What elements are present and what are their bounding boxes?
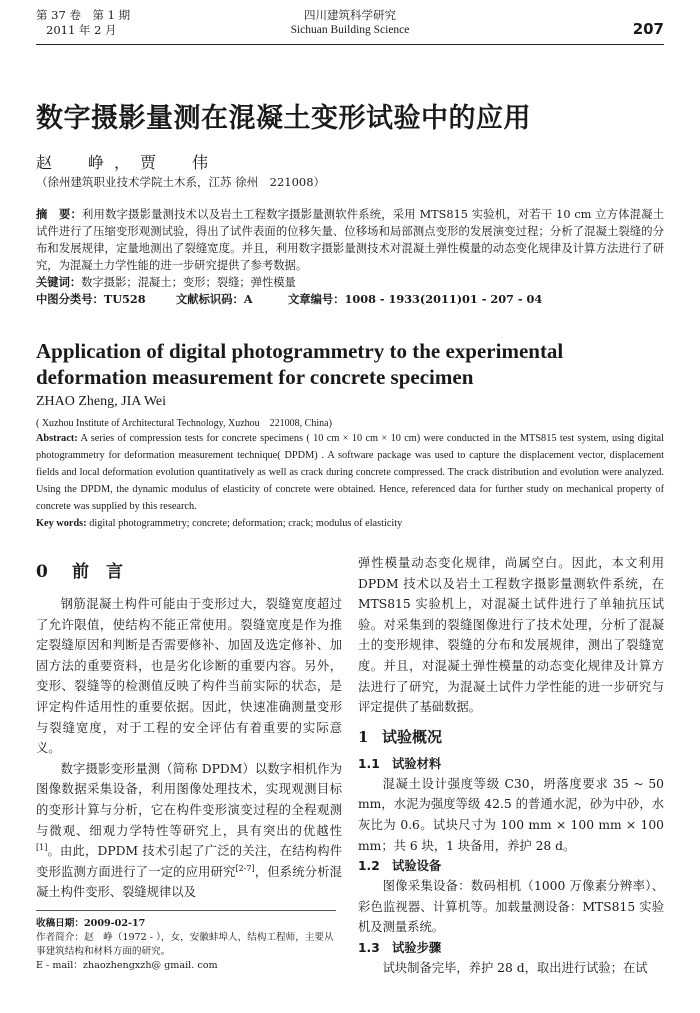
volume-issue: 第 37 卷 第 1 期 xyxy=(36,8,131,22)
running-header xyxy=(36,8,664,45)
abstract-en-text: A series of compression tests for concrete specimens ( 10 cm × 10 cm × 10 cm) were conducted in the MTS815 test system, using digital photogrammetry for deformation measurement technique( DPDM) . A software package was used to capture the displacement vector, displacement fields and local deformation evolution quantitatively as well as crack during concrete compressed. The crack distribution and evolution were analyzed. Using the DPDM, the dynamic modulus of elasticity of concrete were obtained. Hence, referenced data for further study on mechanical property of concrete was supplied by this research. xyxy=(36,433,664,512)
section-1-heading xyxy=(358,726,664,748)
citation-1: [1] xyxy=(36,843,48,853)
equipment-paragraph: 图像采集设备：数码相机（1000 万像素分辨率）、彩色监视器、计算机等。加载量测设备：MTS815 实验机及测量系统。 xyxy=(358,879,664,935)
paper-title-en: Application of digital photogrammetry to the experimental deformation measurement for concrete specimen xyxy=(36,339,564,389)
subsection-1-2-heading xyxy=(358,856,664,876)
journal-name xyxy=(36,8,664,38)
author-bio: 作者简介：赵 峥（1972 - ），女，安徽蚌埠人，结构工程师，主要从事建筑结构和材料方面的研究。 xyxy=(36,932,334,957)
received-date: 收稿日期：2009-02-17 xyxy=(36,918,146,929)
keywords-en-text: digital photogrammetry; concrete; deformation; crack; modulus of elasticity xyxy=(86,518,403,529)
abstract-cn xyxy=(36,206,664,274)
intro-paragraph-3: 弹性模量动态变化规律，尚属空白。因此，本文利用 DPDM 技术以及岩土工程数字摄影量测软件系统，在 MTS815 实验机上，对混凝土试件进行了单轴抗压试验。对采集到的裂缝图像进行了技术处理，分析了混凝土的变形规律、裂缝的分布和发展规律，测出了裂缝宽度。并且，对混凝土弹性模量的动态变化规律及计算方法进行了研究，为混凝土试件力学性能的进一步研究与评定提供了基础数据。 xyxy=(358,556,664,715)
document-code: 文献标识码：A xyxy=(176,292,253,306)
section-1-number: 1 xyxy=(358,727,369,746)
issue-date: 2011 年 2 月 xyxy=(46,23,117,37)
authors-en: ZHAO Zheng, JIA Wei xyxy=(36,394,167,409)
left-column xyxy=(36,560,342,903)
subsection-1-2-number: 1.2 xyxy=(358,859,380,874)
materials-paragraph: 混凝土设计强度等级 C30，坍落度要求 35 ~ 50 mm，水泥为强度等级 42.5 的普通水泥，砂为中砂，水灰比为 0.6。试块尺寸为 100 mm × 100 mm × 100 mm；共 6 块，1 块备用，养护 28 d。 xyxy=(358,776,664,853)
abstract-cn-label: 摘 要： xyxy=(36,207,83,221)
article-number: 文章编号：1008 - 1933(2011)01 - 207 - 04 xyxy=(288,292,543,306)
keywords-cn-text: 数字摄影；混凝土；变形；裂缝；弹性模量 xyxy=(81,276,296,289)
journal-name-cn: 四川建筑科学研究 xyxy=(304,8,396,22)
keywords-en xyxy=(36,518,402,529)
intro-p2-part-b: 。由此，DPDM 技术引起了广泛的关注，在结构构件变形监测方面进行了一定的应用研究 xyxy=(36,844,342,879)
intro-p2-part-a: 数字摄影变形量测（简称 DPDM）以数字相机作为图像数据采集设备，利用图像处理技术，实现观测目标的变形计算与分析，它在构件变形演变过程的全程观测与微观、细观力学特性等研究上，具有突出的优越性 xyxy=(36,761,342,838)
subsection-1-3-title: 试验步骤 xyxy=(392,940,442,955)
intro-paragraph-2 xyxy=(36,759,342,903)
classification-line xyxy=(36,291,542,307)
subsection-1-1-number: 1.1 xyxy=(358,756,380,771)
subsection-1-1-heading xyxy=(358,754,664,774)
abstract-en-label: Abstract: xyxy=(36,433,78,444)
page-number: 207 xyxy=(632,20,664,38)
right-column xyxy=(358,553,664,979)
keywords-cn xyxy=(36,274,664,291)
subsection-1-3-number: 1.3 xyxy=(358,940,380,955)
footnote xyxy=(36,910,336,973)
abstract-cn-text: 利用数字摄影量测技术以及岩土工程数字摄影量测软件系统，采用 MTS815 实验机，对若干 10 cm 立方体混凝土试件进行了压缩变形观测试验，得出了试件表面的位移矢量、位移场和局部测点变形的发展演变过程；分析了混凝土裂缝的分布和发展规律，定量地测出了裂缝宽度。并且，利用数字摄影量测技术对混凝土弹性模量的动态变化规律及计算方法进行了研究，为混凝土力学性能的进一步研究提供了参考数据。 xyxy=(36,208,664,272)
subsection-1-2-title: 试验设备 xyxy=(392,859,442,874)
affiliation-cn: （徐州建筑职业技术学院土木系，江苏 徐州 221008） xyxy=(36,175,326,189)
section-1-title: 试验概况 xyxy=(382,727,443,746)
citation-2-7: [2-7] xyxy=(235,863,255,873)
authors-cn: 赵 峥，贾 伟 xyxy=(36,153,219,172)
keywords-en-label: Key words: xyxy=(36,518,87,529)
clc-number: 中图分类号：TU528 xyxy=(36,292,146,306)
section-0-heading xyxy=(36,560,342,584)
intro-p2-part-c: ，但系统分析混凝土构件变形、裂缝规律以及 xyxy=(36,864,342,900)
section-0-title: 前 言 xyxy=(72,562,123,582)
section-0-number: 0 xyxy=(36,562,48,582)
author-email: E - mail：zhaozhengxzh@ gmail. com xyxy=(36,960,218,971)
keywords-cn-label: 关键词： xyxy=(36,275,82,289)
affiliation-en: ( Xuzhou Institute of Architectural Technology, Xuzhou 221008, China) xyxy=(36,418,332,429)
subsection-1-1-title: 试验材料 xyxy=(392,756,442,771)
procedure-paragraph: 试块制备完毕，养护 28 d，取出进行试验；在试 xyxy=(382,960,648,975)
abstract-en xyxy=(36,430,664,515)
paper-title-cn: 数字摄影量测在混凝土变形试验中的应用 xyxy=(36,103,531,134)
intro-paragraph-1: 钢筋混凝土构件可能由于变形过大，裂缝宽度超过了允许限值，使结构不能正常使用。裂缝宽度是作为推定裂缝原因和判断是否需要修补、加固及选定修补、加固方法的重要资料，也是劣化诊断的重要内容。另外，变形、裂缝等的检测值反映了构件当前实际的状态，是评定构件适用性的重要依据。因此，快速准确测量变形与裂缝宽度，对于工程的安全评估有着重要的实际意义。 xyxy=(36,597,342,756)
journal-name-en: Sichuan Building Science xyxy=(290,24,410,36)
subsection-1-3-heading xyxy=(358,938,664,958)
